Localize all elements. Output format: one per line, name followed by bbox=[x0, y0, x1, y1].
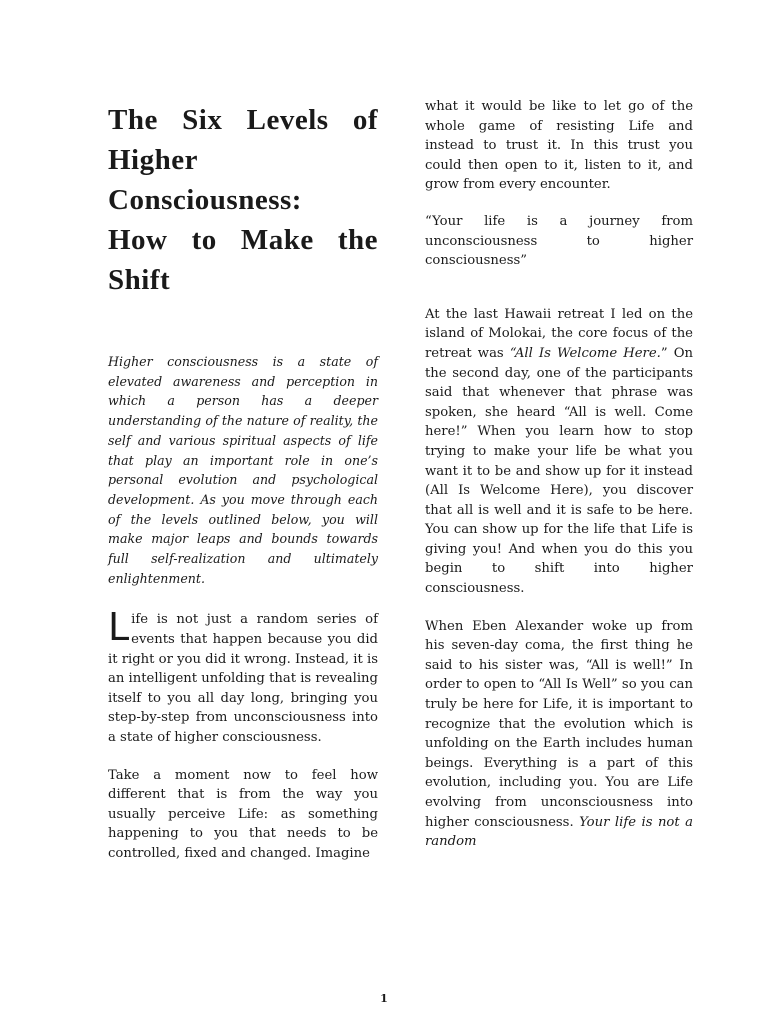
right-paragraph-2 bbox=[425, 305, 693, 599]
drop-cap: L bbox=[108, 605, 130, 650]
right-paragraph-2-text-a: At the last Hawaii retreat I led on the island of Molokai, the core focus of the retreat was bbox=[425, 306, 693, 361]
left-column bbox=[108, 100, 378, 864]
title-line-4: How to Make the bbox=[108, 224, 378, 256]
left-paragraph-1-text: ife is not just a random series of events that happen because you did it right or you did it wrong. Instead, it is an intelligent unfolding that is revealing itself to you all day long, bringing you step-by-step from unconsciousness into a state of higher consciousness. bbox=[108, 612, 378, 745]
page-title bbox=[108, 100, 378, 300]
right-paragraph-1: what it would be like to let go of the whole game of resisting Life and instead to trust it. In this trust you could then open to it, listen to it, and grow from every encounter. bbox=[425, 99, 693, 193]
right-paragraph-3 bbox=[425, 617, 693, 852]
right-paragraph-3-text: When Eben Alexander woke up from his seven-day coma, the first thing he said to his sister was, “All is well!” In order to open to “All Is Well” so you can truly be here for Life, it is important to recognize that the evolution which is unfolding on the Earth includes human beings. Everything is a part of this evolution, including you. You are Life evolving from unconsciousness into higher consciousness. bbox=[425, 618, 693, 830]
left-paragraph-1 bbox=[108, 605, 378, 747]
intro-paragraph: Higher consciousness is a state of elevated awareness and perception in which a person has a deeper understanding of the nature of reality, the self and various spiritual aspects of life that play an important role in one’s personal evolution and psychological development. As you move through each of the levels outlined below, you will make major leaps and bounds towards full self-realization and ultimately enlightenment. bbox=[108, 354, 378, 586]
right-paragraph-2-emphasis: “All Is Welcome Here. bbox=[509, 345, 661, 361]
title-line-3: Consciousness: bbox=[108, 184, 302, 216]
title-line-1: The Six Levels of bbox=[108, 104, 378, 136]
title-line-2: Higher bbox=[108, 144, 198, 176]
pull-quote: “Your life is a journey from unconsciousness to higher consciousness” bbox=[425, 213, 693, 269]
page-number: 1 bbox=[380, 992, 388, 1005]
title-line-5: Shift bbox=[108, 264, 171, 296]
right-paragraph-3-emphasis: Your life is not a random bbox=[425, 814, 694, 850]
right-paragraph-2-text-b: ” On the second day, one of the participants said that whenever that phrase was spoken, she heard “All is well. Come here!” When you learn how to stop trying to make your life be what you want it to be and show up for it instead (All Is Welcome Here), you discover that all is well and it is safe to be here. You can show up for the life that Life is giving you! And when you do this you begin to shift into higher consciousness. bbox=[425, 345, 693, 597]
right-column bbox=[425, 97, 693, 852]
left-paragraph-2: Take a moment now to feel how different that is from the way you usually perceive Life: as something happening to you that needs to be controlled, fixed and changed. Imagine bbox=[108, 767, 378, 861]
